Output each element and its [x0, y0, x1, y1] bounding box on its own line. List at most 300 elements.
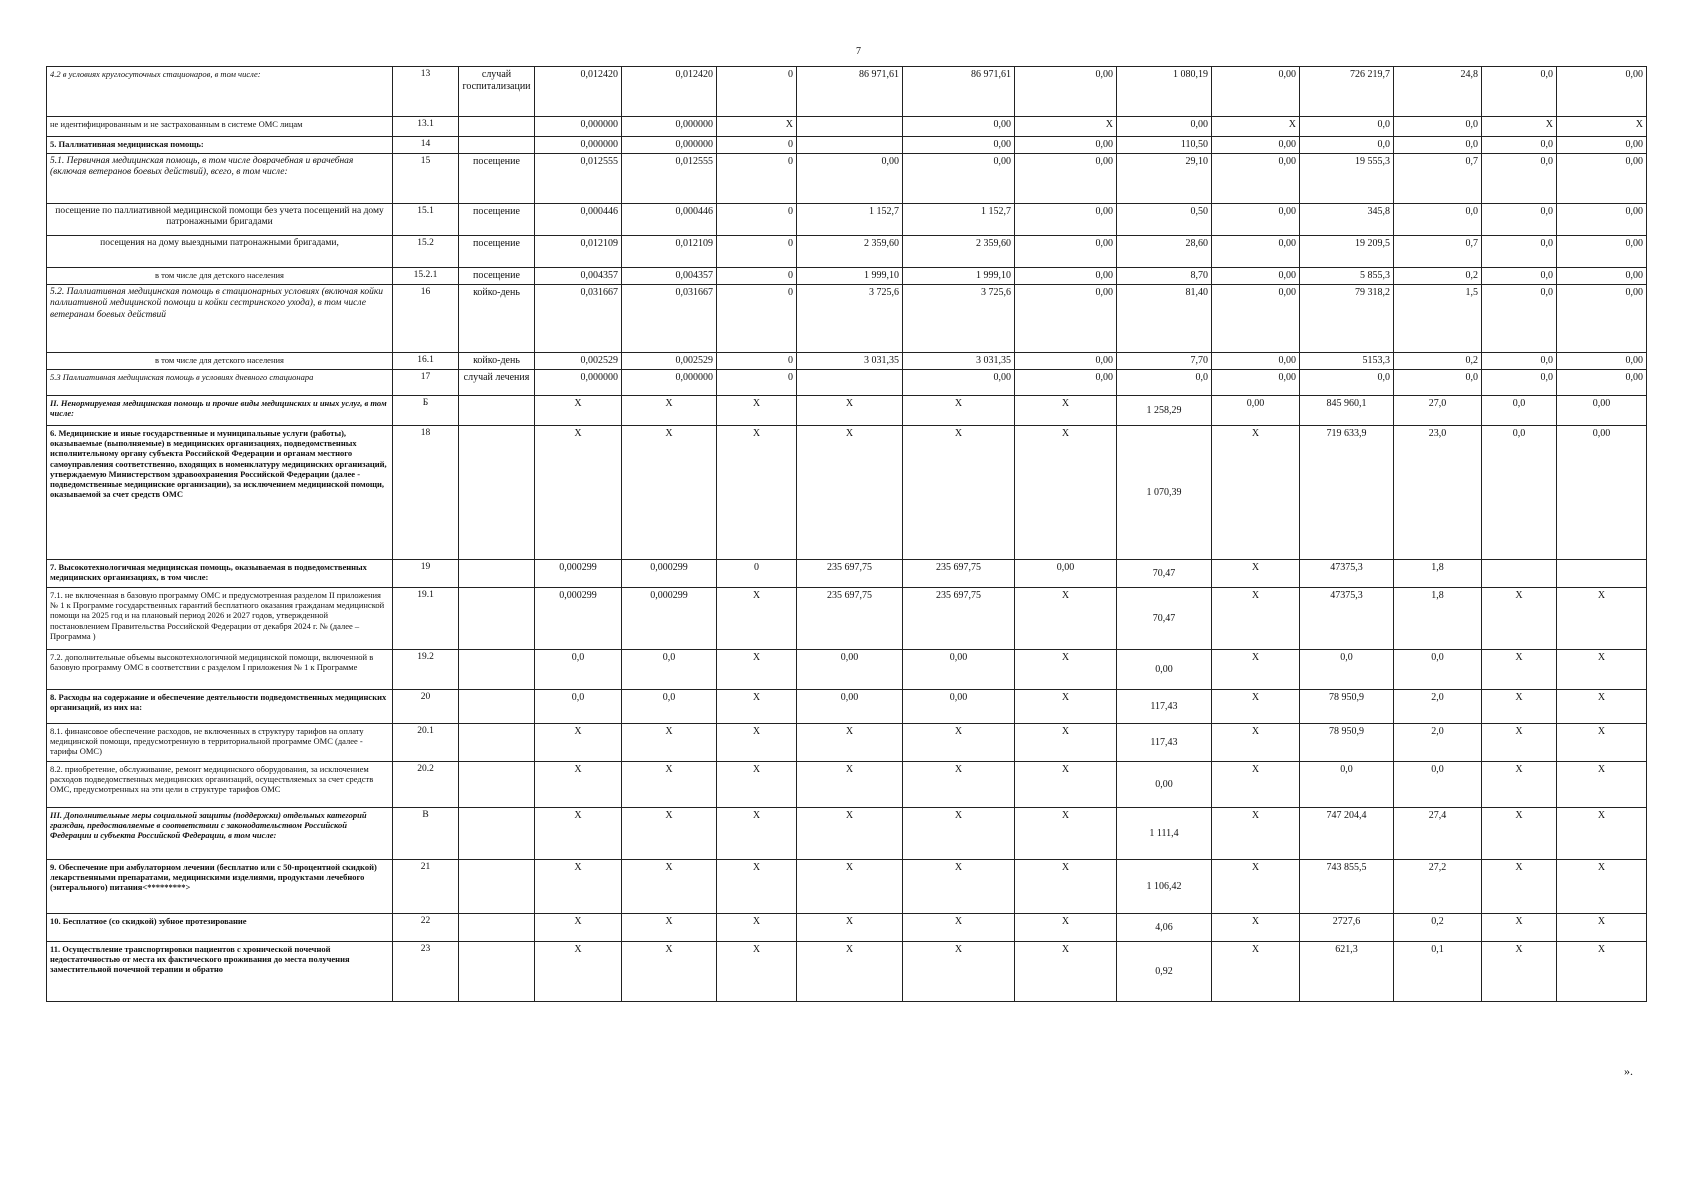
table-row	[47, 560, 1647, 588]
value-cell: X	[1015, 396, 1117, 426]
value-cell: 27,2	[1394, 860, 1482, 914]
value-cell	[1482, 560, 1557, 588]
value-cell: X	[1015, 808, 1117, 860]
value-cell: X	[1482, 860, 1557, 914]
value-cell: 0,00	[1212, 268, 1300, 285]
value-cell: X	[903, 914, 1015, 942]
value-cell: X	[1212, 808, 1300, 860]
value-cell: 0,00	[903, 370, 1015, 396]
value-cell: 0,0	[1394, 204, 1482, 236]
value-cell: 0,00	[1212, 396, 1300, 426]
unit-cell: посещение	[459, 236, 535, 268]
value-cell: X	[717, 117, 797, 137]
value-cell: 29,10	[1117, 154, 1212, 204]
value-cell: X	[717, 860, 797, 914]
value-cell: 0,002529	[622, 353, 717, 370]
value-cell: X	[717, 914, 797, 942]
value-cell: 0	[717, 285, 797, 353]
unit-cell	[459, 137, 535, 154]
table-row	[47, 762, 1647, 808]
value-cell: 0	[717, 204, 797, 236]
value-cell: X	[903, 762, 1015, 808]
value-cell: X	[717, 426, 797, 560]
value-cell: 0,0	[1394, 762, 1482, 808]
value-cell: 0,00	[1212, 67, 1300, 117]
value-cell: 0,000000	[535, 137, 622, 154]
value-cell: 0,00	[1212, 154, 1300, 204]
value-cell: 0,0	[535, 690, 622, 724]
value-cell: X	[797, 914, 903, 942]
value-cell: 0,00	[1015, 353, 1117, 370]
row-number-cell: 17	[393, 370, 459, 396]
value-cell: X	[1557, 914, 1647, 942]
value-cell: 0,00	[797, 154, 903, 204]
value-cell: 1 258,29	[1117, 396, 1212, 426]
value-cell: X	[1557, 808, 1647, 860]
value-cell: 0,0	[1482, 370, 1557, 396]
value-cell: 70,47	[1117, 560, 1212, 588]
value-cell: X	[1557, 588, 1647, 650]
value-cell: 0,2	[1394, 353, 1482, 370]
row-number-cell: В	[393, 808, 459, 860]
value-cell: 726 219,7	[1300, 67, 1394, 117]
table-row	[47, 426, 1647, 560]
row-name-cell: 7.2. дополнительные объемы высокотехнологичной медицинской помощи, включенной в базовую программу ОМС в соответствии с разделом I приложения № 1 к Программе	[47, 650, 393, 690]
value-cell: X	[1557, 860, 1647, 914]
value-cell: 0,031667	[535, 285, 622, 353]
value-cell: 0,0	[1482, 236, 1557, 268]
value-cell: 0,012109	[622, 236, 717, 268]
table-row	[47, 808, 1647, 860]
row-number-cell: 23	[393, 942, 459, 1002]
row-number-cell: 21	[393, 860, 459, 914]
value-cell: 78 950,9	[1300, 724, 1394, 762]
value-cell: 235 697,75	[903, 560, 1015, 588]
value-cell: 0,0	[1300, 137, 1394, 154]
value-cell: X	[622, 426, 717, 560]
value-cell: 0,00	[1557, 396, 1647, 426]
unit-cell: койко-день	[459, 353, 535, 370]
value-cell: X	[797, 860, 903, 914]
value-cell: X	[1557, 942, 1647, 1002]
value-cell: X	[1212, 914, 1300, 942]
value-cell: 0,00	[1557, 67, 1647, 117]
value-cell: 0,00	[1557, 137, 1647, 154]
value-cell: 0,7	[1394, 154, 1482, 204]
row-name-cell: не идентифицированным и не застрахованным в системе ОМС лицам	[47, 117, 393, 137]
value-cell: 0,000446	[622, 204, 717, 236]
row-name-cell: II. Ненормируемая медицинская помощь и прочие виды медицинских и иных услуг, в том числе:	[47, 396, 393, 426]
value-cell: 0,000000	[622, 137, 717, 154]
financing-table	[46, 66, 1647, 1002]
value-cell: 5 855,3	[1300, 268, 1394, 285]
table-row	[47, 690, 1647, 724]
value-cell: 0,0	[1300, 650, 1394, 690]
value-cell: X	[1212, 724, 1300, 762]
value-cell: X	[1482, 942, 1557, 1002]
table-row	[47, 285, 1647, 353]
value-cell: 0,00	[1212, 370, 1300, 396]
value-cell: 0,0	[1482, 285, 1557, 353]
value-cell: X	[1015, 914, 1117, 942]
value-cell	[797, 370, 903, 396]
value-cell: 24,8	[1394, 67, 1482, 117]
row-number-cell: Б	[393, 396, 459, 426]
value-cell: X	[797, 724, 903, 762]
value-cell: 78 950,9	[1300, 690, 1394, 724]
value-cell: X	[1015, 117, 1117, 137]
unit-cell: посещение	[459, 154, 535, 204]
value-cell: 0	[717, 370, 797, 396]
value-cell: 0,012109	[535, 236, 622, 268]
row-name-cell: 8.2. приобретение, обслуживание, ремонт медицинского оборудования, за исключением расходов подведомственных медицинских организаций, осуществляемых за счет средств ОМС, предусмотренных на эти цели в структуре тарифов ОМС	[47, 762, 393, 808]
value-cell: 0,000000	[622, 370, 717, 396]
value-cell: 0,00	[1212, 137, 1300, 154]
value-cell: 0,50	[1117, 204, 1212, 236]
value-cell	[797, 137, 903, 154]
value-cell: 3 031,35	[797, 353, 903, 370]
table-row	[47, 204, 1647, 236]
value-cell: 4,06	[1117, 914, 1212, 942]
row-name-cell: 5.3 Паллиативная медицинская помощь в условиях дневного стационара	[47, 370, 393, 396]
value-cell: 1 111,4	[1117, 808, 1212, 860]
value-cell: 19 555,3	[1300, 154, 1394, 204]
value-cell: 117,43	[1117, 724, 1212, 762]
value-cell: 0,00	[903, 690, 1015, 724]
value-cell: X	[1557, 690, 1647, 724]
value-cell: X	[1482, 117, 1557, 137]
value-cell: 0,0	[1482, 396, 1557, 426]
value-cell: 23,0	[1394, 426, 1482, 560]
value-cell: 0,00	[1557, 268, 1647, 285]
value-cell: 0,00	[1557, 204, 1647, 236]
value-cell: 27,4	[1394, 808, 1482, 860]
value-cell: 0,00	[903, 154, 1015, 204]
value-cell: 0,0	[1482, 204, 1557, 236]
value-cell: 0,00	[1212, 353, 1300, 370]
value-cell: X	[622, 808, 717, 860]
unit-cell	[459, 588, 535, 650]
row-number-cell: 16.1	[393, 353, 459, 370]
row-name-cell: в том числе для детского населения	[47, 268, 393, 285]
value-cell: 0,0	[622, 650, 717, 690]
value-cell: 0,00	[1015, 154, 1117, 204]
value-cell: 0,0	[1482, 353, 1557, 370]
value-cell: X	[1482, 724, 1557, 762]
row-number-cell: 19.1	[393, 588, 459, 650]
value-cell: 0,00	[1557, 236, 1647, 268]
value-cell: 3 725,6	[903, 285, 1015, 353]
value-cell: 1,8	[1394, 588, 1482, 650]
value-cell: 0,00	[1212, 204, 1300, 236]
value-cell: 0,0	[1394, 117, 1482, 137]
value-cell: X	[717, 762, 797, 808]
value-cell: 1 070,39	[1117, 426, 1212, 560]
table-row	[47, 396, 1647, 426]
value-cell: 1 080,19	[1117, 67, 1212, 117]
row-number-cell: 14	[393, 137, 459, 154]
table-row	[47, 137, 1647, 154]
unit-cell: посещение	[459, 268, 535, 285]
value-cell: X	[535, 426, 622, 560]
value-cell: 0,0	[1300, 762, 1394, 808]
row-name-cell: 6. Медицинские и иные государственные и муниципальные услуги (работы), оказываемые (выполняемые) в медицинских организациях, подведомственных исполнительному органу субъекта Российской Федерации и органам местного самоуправления соответственно, входящих в номенклатуру медицинских организаций, утверждаемую Министерством здравоохранения Российской Федерации (далее - подведомственные медицинские организации), за исключением медицинской помощи, оказываемой за счет средств ОМС	[47, 426, 393, 560]
value-cell: 0	[717, 560, 797, 588]
value-cell: X	[622, 860, 717, 914]
row-name-cell: III. Дополнительные меры социальной защиты (поддержки) отдельных категорий граждан, предоставляемые в соответствии с законодательством Российской Федерации и субъекта Российской Федерации, в том числе:	[47, 808, 393, 860]
value-cell: X	[903, 942, 1015, 1002]
value-cell: X	[622, 762, 717, 808]
value-cell: 0,004357	[535, 268, 622, 285]
value-cell: 1,8	[1394, 560, 1482, 588]
row-name-cell: 9. Обеспечение при амбулаторном лечении (бесплатно или с 50-процентной скидкой) лекарственными препаратами, медицинскими изделиями, продуктами лечебного (энтерального) питания<*********>	[47, 860, 393, 914]
value-cell: 1 152,7	[797, 204, 903, 236]
value-cell: X	[1015, 942, 1117, 1002]
row-name-cell: 7. Высокотехнологичная медицинская помощь, оказываемая в подведомственных медицинских организациях, в том числе:	[47, 560, 393, 588]
table-row	[47, 724, 1647, 762]
value-cell: 0,00	[1015, 285, 1117, 353]
value-cell: 0	[717, 353, 797, 370]
table-body	[47, 67, 1647, 1002]
value-cell: 0,0	[1482, 268, 1557, 285]
row-name-cell: посещение по паллиативной медицинской помощи без учета посещений на дому патронажными бригадами	[47, 204, 393, 236]
row-number-cell: 15.1	[393, 204, 459, 236]
value-cell: X	[1482, 650, 1557, 690]
value-cell: X	[717, 588, 797, 650]
value-cell: 110,50	[1117, 137, 1212, 154]
value-cell: 0,0	[1300, 370, 1394, 396]
value-cell: 0	[717, 67, 797, 117]
value-cell: 1 999,10	[903, 268, 1015, 285]
value-cell: X	[1212, 942, 1300, 1002]
value-cell: 0,00	[797, 650, 903, 690]
unit-cell: посещение	[459, 204, 535, 236]
value-cell: X	[1015, 690, 1117, 724]
value-cell: 0,2	[1394, 268, 1482, 285]
value-cell: 743 855,5	[1300, 860, 1394, 914]
row-name-cell: 5.1. Первичная медицинская помощь, в том числе доврачебная и врачебная (включая ветеранов боевых действий), всего, в том числе:	[47, 154, 393, 204]
value-cell: X	[1212, 650, 1300, 690]
value-cell: 0,2	[1394, 914, 1482, 942]
table-row	[47, 588, 1647, 650]
value-cell: 0,0	[1482, 137, 1557, 154]
value-cell: 0,000446	[535, 204, 622, 236]
value-cell: 0,00	[1015, 370, 1117, 396]
value-cell: 1 999,10	[797, 268, 903, 285]
value-cell: X	[1212, 860, 1300, 914]
value-cell: 0,0	[1300, 117, 1394, 137]
value-cell: 621,3	[1300, 942, 1394, 1002]
value-cell: 0,7	[1394, 236, 1482, 268]
value-cell: X	[622, 942, 717, 1002]
value-cell: 7,70	[1117, 353, 1212, 370]
value-cell: 0,002529	[535, 353, 622, 370]
value-cell: 0,00	[1015, 236, 1117, 268]
row-number-cell: 13.1	[393, 117, 459, 137]
value-cell: X	[903, 724, 1015, 762]
value-cell: 235 697,75	[797, 560, 903, 588]
value-cell: X	[717, 650, 797, 690]
value-cell: 1 152,7	[903, 204, 1015, 236]
row-number-cell: 19	[393, 560, 459, 588]
value-cell: 0,0	[535, 650, 622, 690]
value-cell: 0,00	[1015, 67, 1117, 117]
table-row	[47, 942, 1647, 1002]
value-cell: 0,00	[1557, 426, 1647, 560]
table-row	[47, 914, 1647, 942]
value-cell: 0	[717, 268, 797, 285]
value-cell: X	[1015, 426, 1117, 560]
value-cell: 0,0	[622, 690, 717, 724]
table-row	[47, 268, 1647, 285]
value-cell: 1,5	[1394, 285, 1482, 353]
value-cell: X	[1482, 914, 1557, 942]
row-number-cell: 18	[393, 426, 459, 560]
value-cell: X	[1482, 808, 1557, 860]
value-cell: 0,00	[903, 650, 1015, 690]
unit-cell: случай лечения	[459, 370, 535, 396]
value-cell: X	[797, 396, 903, 426]
value-cell: 0,0	[1482, 154, 1557, 204]
unit-cell	[459, 860, 535, 914]
row-name-cell: в том числе для детского населения	[47, 353, 393, 370]
value-cell: 0,00	[797, 690, 903, 724]
value-cell: 0,012420	[622, 67, 717, 117]
value-cell: X	[797, 426, 903, 560]
value-cell: 0,000000	[535, 370, 622, 396]
value-cell: 0,0	[1394, 137, 1482, 154]
value-cell: X	[1015, 650, 1117, 690]
value-cell	[1557, 560, 1647, 588]
row-number-cell: 20	[393, 690, 459, 724]
value-cell: 235 697,75	[797, 588, 903, 650]
unit-cell	[459, 942, 535, 1002]
value-cell: 0,00	[1117, 762, 1212, 808]
row-number-cell: 16	[393, 285, 459, 353]
value-cell: 0,1	[1394, 942, 1482, 1002]
value-cell: 0,0	[1394, 370, 1482, 396]
value-cell: X	[1557, 117, 1647, 137]
value-cell: X	[1015, 762, 1117, 808]
row-name-cell: 4.2 в условиях круглосуточных стационаров, в том числе:	[47, 67, 393, 117]
value-cell: X	[1212, 117, 1300, 137]
value-cell: 0,00	[1015, 137, 1117, 154]
unit-cell	[459, 426, 535, 560]
value-cell: X	[1015, 588, 1117, 650]
value-cell: X	[1482, 690, 1557, 724]
unit-cell	[459, 762, 535, 808]
unit-cell	[459, 914, 535, 942]
value-cell: X	[717, 808, 797, 860]
row-number-cell: 20.2	[393, 762, 459, 808]
value-cell: X	[535, 808, 622, 860]
value-cell: X	[535, 724, 622, 762]
value-cell: 0,00	[1212, 236, 1300, 268]
row-name-cell: 10. Бесплатное (со скидкой) зубное протезирование	[47, 914, 393, 942]
unit-cell	[459, 396, 535, 426]
value-cell: 27,0	[1394, 396, 1482, 426]
value-cell: X	[1482, 588, 1557, 650]
value-cell: 2727,6	[1300, 914, 1394, 942]
value-cell: 3 725,6	[797, 285, 903, 353]
value-cell: 28,60	[1117, 236, 1212, 268]
value-cell: 2 359,60	[797, 236, 903, 268]
value-cell: X	[1557, 650, 1647, 690]
value-cell: X	[903, 426, 1015, 560]
value-cell: 0,00	[1117, 650, 1212, 690]
value-cell: X	[1212, 690, 1300, 724]
row-name-cell: 5. Паллиативная медицинская помощь:	[47, 137, 393, 154]
value-cell: 0,000299	[535, 588, 622, 650]
value-cell: X	[535, 860, 622, 914]
table-row	[47, 370, 1647, 396]
value-cell: X	[1212, 588, 1300, 650]
value-cell: 117,43	[1117, 690, 1212, 724]
value-cell: X	[1212, 560, 1300, 588]
unit-cell	[459, 117, 535, 137]
unit-cell: случай госпитализации	[459, 67, 535, 117]
value-cell: X	[622, 724, 717, 762]
value-cell: X	[717, 724, 797, 762]
value-cell: 47375,3	[1300, 588, 1394, 650]
row-name-cell: посещения на дому выездными патронажными бригадами,	[47, 236, 393, 268]
value-cell: 8,70	[1117, 268, 1212, 285]
value-cell: X	[797, 762, 903, 808]
value-cell: X	[717, 690, 797, 724]
unit-cell	[459, 560, 535, 588]
value-cell: 86 971,61	[797, 67, 903, 117]
value-cell: 0	[717, 236, 797, 268]
value-cell: 0,00	[1557, 353, 1647, 370]
value-cell: 0,000000	[535, 117, 622, 137]
table-row	[47, 650, 1647, 690]
value-cell: X	[797, 808, 903, 860]
value-cell: X	[717, 942, 797, 1002]
value-cell	[797, 117, 903, 137]
value-cell: 0,0	[1117, 370, 1212, 396]
value-cell: 2,0	[1394, 724, 1482, 762]
unit-cell	[459, 724, 535, 762]
value-cell: X	[1482, 762, 1557, 808]
value-cell: X	[1557, 724, 1647, 762]
value-cell: X	[1015, 860, 1117, 914]
value-cell: X	[1212, 426, 1300, 560]
value-cell: 0,0	[1394, 650, 1482, 690]
value-cell: 79 318,2	[1300, 285, 1394, 353]
value-cell: 0,0	[1482, 426, 1557, 560]
value-cell: 70,47	[1117, 588, 1212, 650]
value-cell: 0,00	[903, 117, 1015, 137]
row-number-cell: 19.2	[393, 650, 459, 690]
value-cell: 345,8	[1300, 204, 1394, 236]
value-cell: 0,92	[1117, 942, 1212, 1002]
value-cell: 0	[717, 137, 797, 154]
value-cell: 0,00	[1117, 117, 1212, 137]
row-number-cell: 13	[393, 67, 459, 117]
value-cell: 719 633,9	[1300, 426, 1394, 560]
row-number-cell: 15	[393, 154, 459, 204]
value-cell: 0,000299	[622, 588, 717, 650]
row-number-cell: 15.2	[393, 236, 459, 268]
closing-quote-mark: ».	[1624, 1064, 1633, 1078]
value-cell: 0,00	[1015, 268, 1117, 285]
value-cell: X	[535, 942, 622, 1002]
row-name-cell: 11. Осуществление транспортировки пациентов с хронической почечной недостаточностью от места их фактического проживания до места получения заместительной почечной терапии и обратно	[47, 942, 393, 1002]
value-cell: X	[1557, 762, 1647, 808]
value-cell: 0,004357	[622, 268, 717, 285]
value-cell: 0,012555	[535, 154, 622, 204]
value-cell: X	[535, 396, 622, 426]
